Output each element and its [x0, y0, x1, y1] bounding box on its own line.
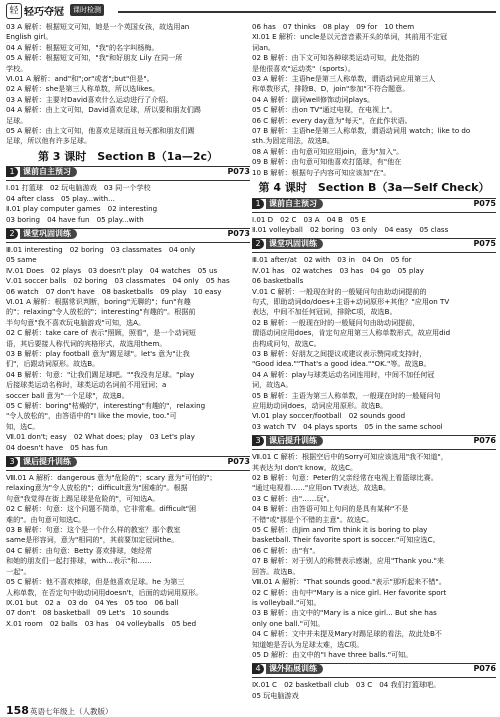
answer-line: 05 D 解析：由文中的"I have three balls."可知。	[252, 649, 413, 659]
answer-line: 05 C 解析：boring"枯燥的"，interesting"有趣的"，relaxing	[6, 401, 206, 410]
answer-line: Ⅶ.01 don't; easy 02 What does; play 03 Let's play	[6, 432, 195, 442]
answer-line: Ⅶ.01 C 解析：根据空后中的Sorry可知应该选用"我不知道"，	[252, 452, 448, 462]
section-page: P076	[473, 664, 496, 674]
answer-line: 后接球类运动名称时，球类运动名词前不用冠词；a	[6, 380, 167, 390]
answer-line: 表达，中间不加任何冠词，排除C项，故选B。	[252, 307, 397, 317]
answer-line: 10 B 解析：根据句子内容可知应该加"在"。	[252, 167, 391, 177]
answer-line: 08 A 解析：由句意可知应用join，意为"加入"。	[252, 146, 404, 156]
section-header-improvement	[252, 435, 496, 450]
answer-line: 04 A 解析：play与球类运动名词连用时，中间不加任何冠	[252, 369, 435, 379]
left-column	[6, 22, 250, 629]
answer-line: Ⅴ.01 C 解析：一般现在时的一般疑问句由助动词提前的	[252, 286, 427, 296]
section-name: 课前自主预习	[20, 167, 77, 177]
section-number: 2	[252, 239, 264, 249]
answer-line: 04 B 解析：句意："让我们踢足球吧。""我没有足球。"play	[6, 369, 195, 379]
section-name: 课外拓展训练	[266, 664, 323, 674]
answer-line: 05 A 解析：根据短文可知，"我"和好朋友 Lily 在同一所	[6, 53, 183, 63]
answer-line: 词，故选A。	[252, 380, 293, 390]
answer-line: Ⅺ.01 E 解析：uncle是以元音音素开头的单词，其前用不定冠	[252, 32, 448, 42]
answer-line: 02 C 解析：句意：这个问题不简单，它非常难。difficult"困	[6, 504, 197, 514]
answer-line: 02 C 解析：由句中"Mary is a nice girl. Her favorite sport	[252, 587, 447, 597]
answer-line: Ⅱ.01 play computer games 02 interesting	[6, 204, 158, 214]
section-header-preview	[6, 166, 250, 181]
brand-name: 轻巧夺冠	[24, 7, 64, 18]
answer-line: 03 boring 04 have fun 05 play...with	[6, 214, 144, 224]
section-page: P075	[473, 239, 496, 249]
answer-line: 03 A 解析：主要对David喜欢什么运动进行了介绍。	[6, 94, 173, 104]
left-s3-answers	[6, 473, 250, 629]
answer-line: 03 B 解析：play football 意为"踢足球"。let's 意为"让我	[6, 348, 190, 358]
answer-line: 词an。	[252, 42, 276, 52]
answer-line: Ⅵ.01 play soccer/football 02 sounds good	[252, 411, 406, 421]
answer-line: 句式，即助动词do/does+主语+动词原形+其他？"应用on TV	[252, 296, 450, 306]
answer-line: 句意"我觉得在街上踢足球是危险的"，可知选A。	[6, 493, 160, 503]
section-page: P075	[473, 198, 496, 208]
answer-line: "Good idea.""That's a good idea.""OK."等。故选B。	[252, 359, 431, 369]
answer-line: Ⅰ.01 打篮球 02 玩电脑游戏 03 同一个学校	[6, 183, 151, 193]
answer-line: 06 watch 07 don't have 08 basketballs 09 play 10 easy	[6, 286, 222, 296]
answer-line: English girl。	[6, 32, 53, 42]
answer-line: 的"；relaxing"令人放松的"；interesting"有趣的"。根据前	[6, 307, 196, 317]
answer-line: 04 A 解析：由上文可知，David喜欢足球，所以要和朋友们踢	[6, 105, 201, 115]
right-s2-answers	[252, 255, 496, 432]
answer-line: 一起"。	[6, 566, 31, 576]
answer-line: 语，其后要接人称代词的宾格形式，故选用them。	[6, 338, 167, 348]
answer-line: 02 B 解析：由下文可知各种球类运动可知，此处指的	[252, 53, 420, 63]
answer-line: 04 after class 05 play...with...	[6, 193, 115, 203]
answer-line: only one ball."可知。	[252, 618, 325, 628]
answer-line: 05 B 解析：主语为第三人称单数，一般现在时的一般疑问句	[252, 390, 441, 400]
section-name: 课后提升训练	[266, 436, 323, 446]
section-number: 1	[252, 199, 264, 209]
right-top-answers	[252, 22, 496, 178]
answer-line: 06 C 解析：every day意为"每天"，在此作状语。	[252, 115, 412, 125]
section-name: 课堂巩固训练	[20, 229, 77, 239]
answer-line: 06 has 07 thinks 08 play 09 for 10 them	[252, 22, 415, 31]
answer-line: 06 basketballs	[252, 276, 304, 286]
answer-line: 和她的朋友们一起打排球，with...表示"和……	[6, 556, 152, 566]
answer-line: Ⅲ.01 after/at 02 with 03 in 04 On 05 for	[252, 255, 412, 265]
answer-line: 07 don't 08 basketball 09 Let's 10 sounds	[6, 608, 169, 618]
answer-line: 称单数形式，排除B、D，join"参加"不符合题意。	[252, 84, 410, 94]
answer-line: 09 B 解析：由句意可知他喜欢打篮球，有"他在	[252, 157, 402, 167]
answer-line: Ⅳ.01 Does 02 plays 03 doesn't play 04 watches 05 us	[6, 265, 218, 275]
answer-line: 03 B 解析：由文中的"Mary is a nice girl... But she has	[252, 608, 437, 618]
answer-line: Ⅸ.01 but 02 a 03 do 04 Yes 05 too 06 ball	[6, 597, 179, 607]
section-page: P073	[227, 228, 250, 238]
header-rule	[118, 11, 496, 13]
answer-line: basketball. Their favorite sport is soccer."可知应选C。	[252, 535, 440, 545]
answer-line: 05 same	[6, 255, 37, 265]
section-name: 课后提升训练	[20, 457, 77, 467]
answer-line: 学校。	[6, 63, 28, 73]
section-page: P073	[227, 457, 250, 467]
section-name: 课堂巩固训练	[266, 239, 323, 249]
answer-line: 是他很喜欢"运动类"（sports）。	[252, 63, 355, 73]
section-page: P076	[473, 436, 496, 446]
answer-line: 03 B 解析：好朋友之间提议或建议表示赞同或支持时，	[252, 348, 427, 358]
answer-line: 02 A 解析：she是第三人称单数，所以选likes。	[6, 84, 160, 94]
answer-line: Ⅵ.01 A 解析：根据常识判断，boring"无聊的"；fun"有趣	[6, 296, 191, 306]
answer-line: 足球。	[6, 115, 28, 125]
answer-line: 03 watch TV 04 plays sports 05 in the same school	[252, 421, 443, 431]
answer-line: 人称单数，在否定句中助动词用doesn't，后面的动词用原形。	[6, 587, 203, 597]
left-s2-answers	[6, 245, 250, 453]
answer-line: Ⅷ.01 A 解析："That sounds good."表示"那听起来不错"。	[252, 577, 446, 587]
lesson-4-title: 第 4 课时 Section B（3a—Self Check）	[258, 181, 490, 195]
answer-line: 04 A 解析：根据短文可知，"我"的名字叫杨梅。	[6, 42, 159, 52]
answer-line: Ⅸ.01 C 02 basketball club 03 C 04 我们打篮球吧。	[252, 680, 441, 690]
left-top-answers	[6, 22, 250, 147]
answer-line: 02 C 解析：take care of 表示"照顾，照看"，是一个动词短	[6, 328, 196, 338]
answer-line: Ⅹ.01 room 02 balls 03 has 04 volleyballs 05 bed	[6, 618, 197, 628]
answer-line: 05 C 解析：由on TV"通过电视，在电视上"。	[252, 105, 397, 115]
answer-line: Ⅰ.01 D 02 C 03 A 04 B 05 E	[252, 214, 366, 224]
answer-line: 07 B 解析：主语he是第三人称单数，谓语动词用 watch；like to do	[252, 126, 471, 136]
answer-line: Ⅴ.01 soccer balls 02 boring 03 classmates 04 only 05 has	[6, 276, 230, 286]
answer-line: Ⅳ.01 has 02 watches 03 has 04 go 05 play	[252, 265, 424, 275]
answer-line: Ⅱ.01 volleyball 02 boring 03 only 04 easy 05 class	[252, 224, 449, 234]
answer-line: 由构成问句，故选C。	[252, 338, 321, 348]
answer-line: relaxing意为"令人放松的"；difficult意为"困难的"。根据	[6, 483, 188, 493]
answer-line: 04 C 解析：由句意：Betty 喜欢排球，她经常	[6, 545, 153, 555]
answer-line: 03 A 解析：主语he是第三人称单数，谓语动词应用第三人	[252, 74, 436, 84]
answer-line: 04 C 解析：文中并未提及Mary对踢足球的看法，故此处B不	[252, 629, 442, 639]
section-number: 1	[6, 167, 18, 177]
section-name: 课前自主预习	[266, 199, 323, 209]
answer-line: 知道她是否认为足球太难，选C项。	[252, 639, 364, 649]
section-number: 3	[252, 436, 264, 446]
answer-line: 05 A 解析：由上文可知，他喜欢足球而且每天都和朋友们踢	[6, 126, 195, 136]
answer-line: 谓语动词应用does，肯定句应用第三人称单数形式，故应用did	[252, 328, 451, 338]
section-header-preview	[252, 198, 496, 213]
book-title: 英语七年级上（人教版）	[30, 707, 113, 716]
answer-line: 03 A 解析：根据短文可知，她是一个英国女孩，故选用an	[6, 22, 190, 31]
answer-line: 02 B 解析：一般现在时的一般疑问句由助动词提前，	[252, 317, 420, 327]
answer-line: 应用助动词does，动词应用原形。故选B。	[252, 401, 388, 410]
right-column	[252, 22, 496, 701]
section-page: P073	[227, 167, 250, 177]
section-number: 3	[6, 457, 18, 467]
answer-line: 04 doesn't have 05 has fun	[6, 442, 108, 452]
answer-line: is volleyball."可知。	[252, 597, 321, 607]
right-s3-answers	[252, 452, 496, 660]
answer-line: same是形容词，意为"相同的"，其前要加定冠词the。	[6, 535, 179, 545]
answer-line: "令人放松的"，由答语中的"I like the movie, too."可	[6, 411, 177, 421]
page-number: 158	[6, 704, 29, 717]
answer-line: 难的"。由句意可知选C。	[6, 514, 86, 524]
answer-line: Ⅲ.01 interesting 02 boring 03 classmates 04 only	[6, 244, 196, 254]
right-s1-answers	[252, 215, 496, 236]
section-header-extension	[252, 663, 496, 678]
answer-line: 06 C 解析：由"有"。	[252, 545, 320, 555]
answer-line: 05 C 解析：他不喜欢棒球，但是他喜欢足球。he 为第三	[6, 577, 185, 587]
answer-line: 们"，后跟动词原形。故选B。	[6, 359, 100, 369]
answer-line: 回答。故选B。	[252, 566, 300, 576]
brand-logo-icon: 轻	[6, 3, 22, 19]
answer-line: Ⅷ.01 A 解析：dangerous 意为"危险的"；scary 意为"可怕的"；	[6, 473, 217, 483]
answer-line: "通过电视看……"应用on TV表达，故选B。	[252, 483, 391, 493]
answer-line: 03 C 解析：由"……玩"。	[252, 493, 334, 503]
section-number: 2	[6, 229, 18, 239]
answer-line: soccer ball 意为"一个足球"，故选B。	[6, 390, 129, 400]
answer-line: sth.为固定用法，故选B。	[252, 136, 334, 146]
answer-line: Ⅵ.01 A 解析：and"和";or"或者";but"但是"。	[6, 74, 154, 84]
answer-line: 足球，所以他有许多足球。	[6, 136, 92, 146]
answer-line: 知，选C。	[6, 421, 40, 431]
answer-line: 半句句意"我不喜欢玩电脑游戏"可知，选A。	[6, 317, 146, 327]
lesson-3-title: 第 3 课时 Section B（1a—2c）	[37, 149, 219, 163]
answer-line: 05 C 解析：由Jim and Tim think it is boring to play	[252, 525, 428, 535]
page-header	[0, 0, 500, 22]
answer-line: 其表达为I don't know。故选C。	[252, 462, 358, 472]
section-header-improvement	[6, 456, 250, 471]
page-footer	[0, 704, 500, 717]
answer-line: 05 玩电脑游戏	[252, 690, 299, 700]
left-s1-answers	[6, 183, 250, 225]
answer-line: 04 A 解析：副词well修饰动词plays。	[252, 94, 375, 104]
answer-line: 02 B 解析：句意：Peter的父亲经常在电视上看篮球比赛。	[252, 473, 438, 483]
section-number: 4	[252, 664, 264, 674]
section-header-consolidation	[252, 238, 496, 253]
brand-tag: 课时检测	[70, 4, 104, 16]
answer-line: 04 B 解析：由答语可知上句问的是具有某种"不是	[252, 504, 409, 514]
answer-line: 03 B 解析：句意：这个是一个什么样的教室？那个教室	[6, 525, 181, 535]
answer-line: 不错"或"那是个不错的主意"。故选C。	[252, 514, 374, 524]
right-s4-answers	[252, 680, 496, 701]
section-header-consolidation	[6, 228, 250, 243]
answer-line: 07 B 解析：对于别人的称赞表示感谢，应用"Thank you."来	[252, 556, 444, 566]
